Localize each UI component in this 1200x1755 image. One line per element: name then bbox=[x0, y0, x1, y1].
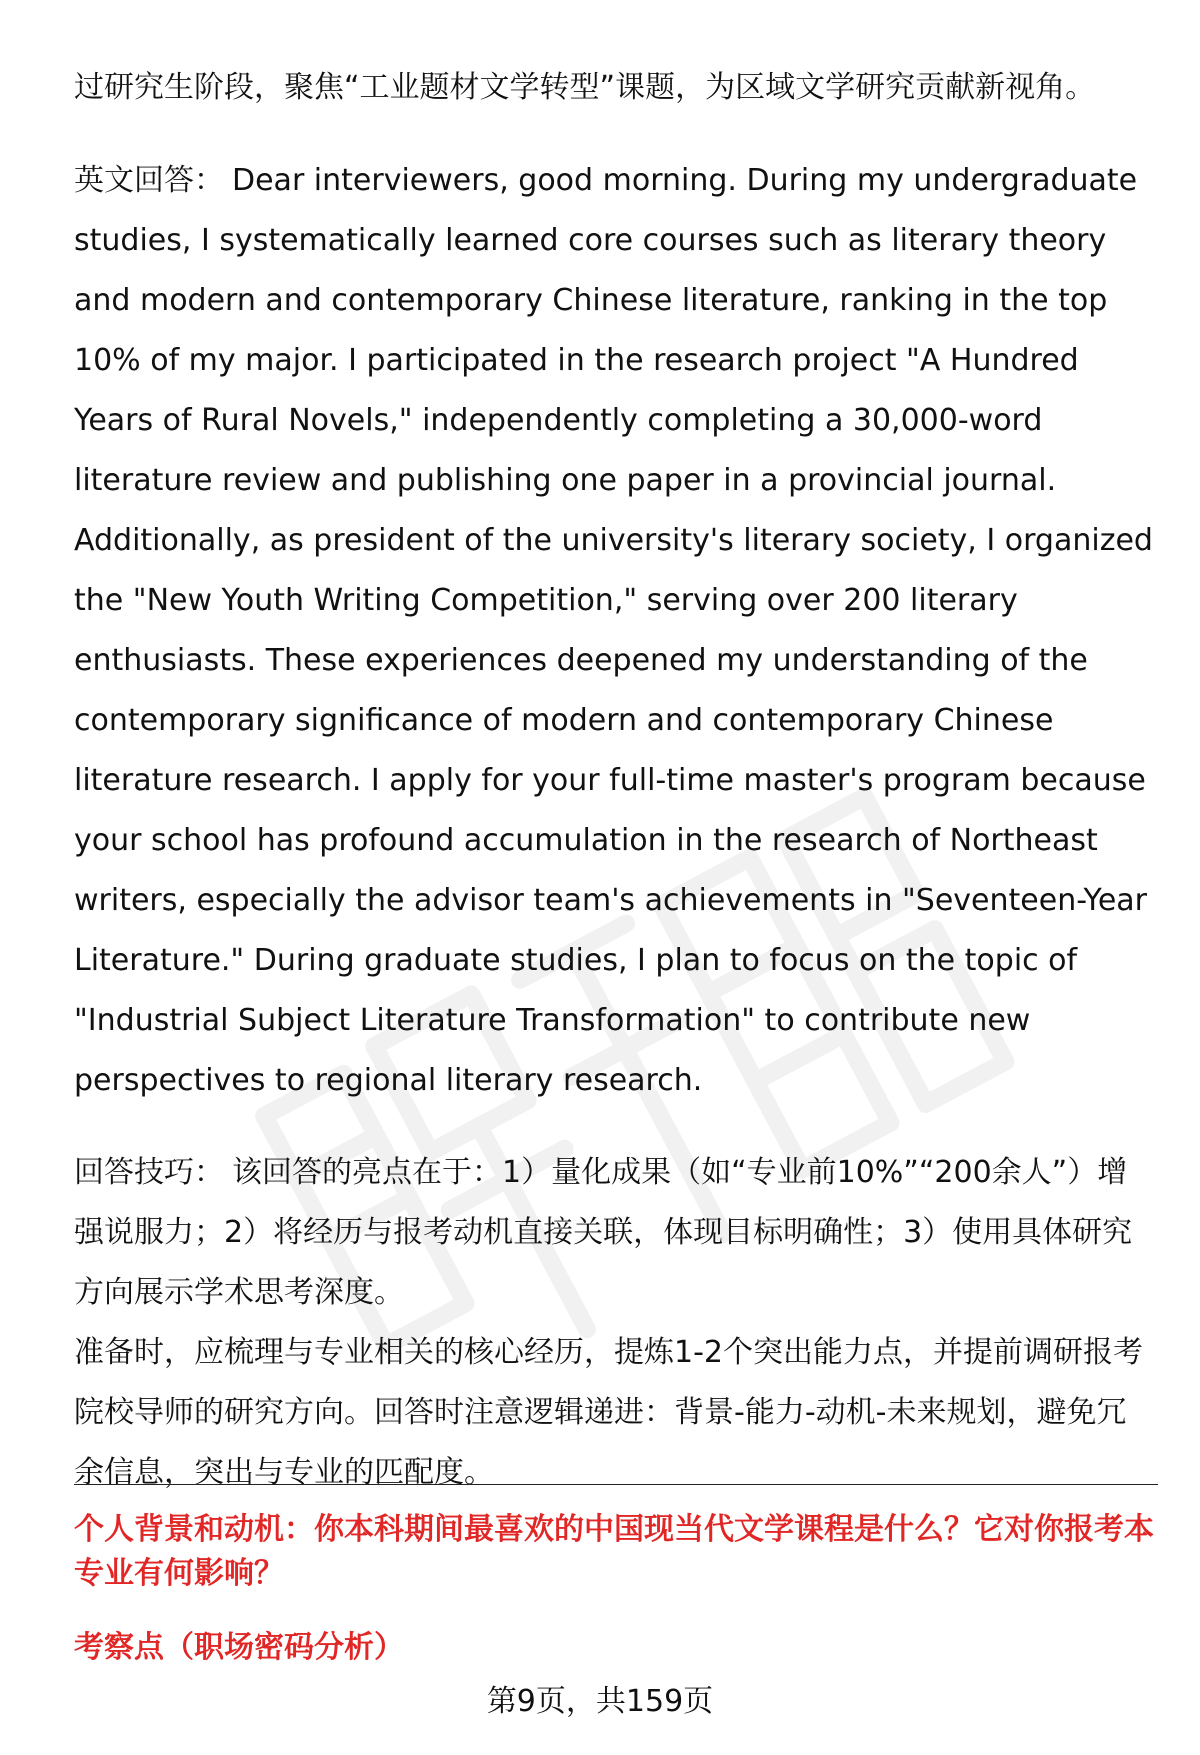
english-answer-text: Dear interviewers, good morning. During my undergraduate studies, I systematically learned core courses such as literary theory and modern and contemporary Chinese literature, ranking in the top 10% of my major. I participated in the research project "A Hundred Years of Rural Novels," independently completing a 30,000-word literature review and publishing one paper in a provincial journal. Additionally, as president of the university's literary society, I organized the "New Youth Writing Competition," serving over 200 literary enthusiasts. These experiences deepened my understanding of the contemporary significance of modern and contemporary Chinese literature research. I apply for your full-time master's program because your school has profound accumulation in the research of Northeast writers, especially the advisor team's achievements in "Seventeen-Year Literature." During graduate studies, I plan to focus on the topic of "Industrial Subject Literature Transformation" to contribute new perspectives to regional literary research. bbox=[74, 163, 1153, 1098]
question-heading: 个人背景和动机：你本科期间最喜欢的中国现当代文学课程是什么？它对你报考本专业有何影响？ bbox=[74, 1512, 1154, 1591]
answer-tips-text: 该回答的亮点在于：1）量化成果（如“专业前10%”“200余人”）增强说服力；2）将经历与报考动机直接关联，体现目标明确性；3）使用具体研究方向展示学术思考深度。 bbox=[74, 1155, 1133, 1310]
document-content bbox=[74, 58, 1154, 1503]
page-number: 第9页，共159页 bbox=[486, 1684, 714, 1719]
intro-line: 过研究生阶段，聚焦“工业题材文学转型”课题，为区域文学研究贡献新视角。 bbox=[74, 70, 1096, 105]
preparation-text: 准备时，应梳理与专业相关的核心经历，提炼1-2个突出能力点，并提前调研报考院校导师的研究方向。回答时注意逻辑递进：背景-能力-动机-未来规划，避免冗余信息，突出与专业的匹配度。 bbox=[74, 1335, 1143, 1490]
exam-point-label: 考察点（职场密码分析） bbox=[74, 1630, 404, 1665]
answer-tips-section bbox=[74, 1143, 1154, 1323]
answer-tips-label: 回答技巧： bbox=[74, 1155, 224, 1190]
section-divider bbox=[74, 1484, 1158, 1485]
english-answer-label: 英文回答： bbox=[74, 163, 224, 198]
english-answer-section bbox=[74, 151, 1154, 1111]
